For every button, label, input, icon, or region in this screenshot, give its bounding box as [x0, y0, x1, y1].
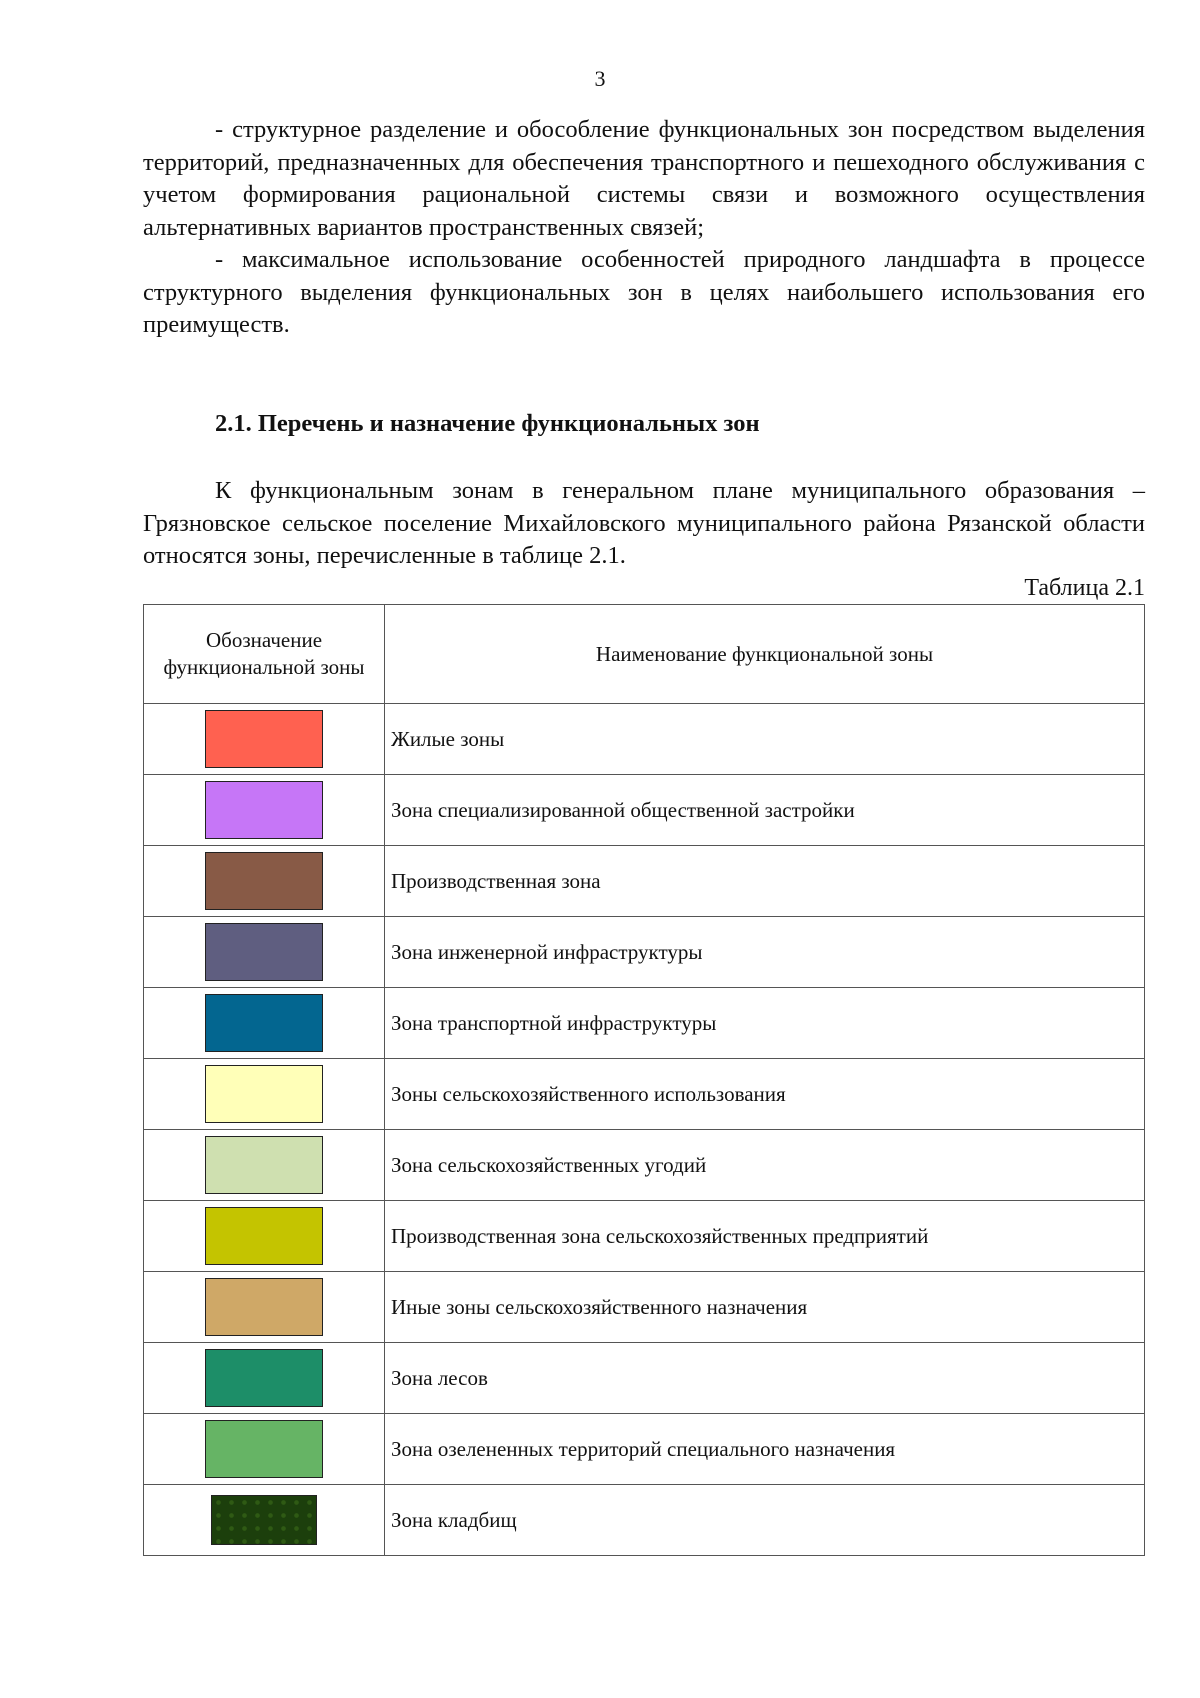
intro-paragraph-block	[143, 475, 1145, 573]
zone-color-swatch	[205, 1349, 323, 1407]
section-heading: 2.1. Перечень и назначение функциональных зон	[215, 410, 760, 437]
zone-name: Производственная зона сельскохозяйственных предприятий	[385, 1201, 1145, 1272]
zone-symbol-cell	[144, 1343, 385, 1414]
zone-symbol-cell	[144, 846, 385, 917]
zone-name: Иные зоны сельскохозяйственного назначения	[385, 1272, 1145, 1343]
zone-symbol-cell	[144, 917, 385, 988]
table-row	[144, 1059, 1145, 1130]
table-row	[144, 704, 1145, 775]
table-header-row	[144, 605, 1145, 704]
zone-color-swatch	[205, 710, 323, 768]
zone-color-swatch	[211, 1495, 317, 1545]
zone-symbol-cell	[144, 1059, 385, 1130]
zone-name: Зона специализированной общественной застройки	[385, 775, 1145, 846]
zone-color-swatch	[205, 994, 323, 1052]
table-row	[144, 988, 1145, 1059]
table-row	[144, 1414, 1145, 1485]
zone-symbol-cell	[144, 1130, 385, 1201]
table-row	[144, 1485, 1145, 1556]
table-body	[144, 704, 1145, 1556]
zone-symbol-cell	[144, 704, 385, 775]
zone-color-swatch	[205, 1065, 323, 1123]
zone-color-swatch	[205, 1136, 323, 1194]
paragraph: - максимальное использование особенностей природного ландшафта в процессе структурного выделения функциональных зон в целях наибольшего использования его преимуществ.	[143, 246, 1145, 338]
zone-symbol-cell	[144, 1201, 385, 1272]
zone-color-swatch	[205, 923, 323, 981]
zone-symbol-cell	[144, 988, 385, 1059]
zone-name: Зона сельскохозяйственных угодий	[385, 1130, 1145, 1201]
zone-name: Зона транспортной инфраструктуры	[385, 988, 1145, 1059]
page-number: 3	[594, 66, 606, 91]
zone-color-swatch	[205, 1278, 323, 1336]
zone-name: Зона инженерной инфраструктуры	[385, 917, 1145, 988]
body-paragraphs	[143, 114, 1145, 342]
table-row	[144, 775, 1145, 846]
table-row	[144, 1272, 1145, 1343]
zone-symbol-cell	[144, 775, 385, 846]
zone-color-swatch	[205, 1420, 323, 1478]
table-row	[144, 1343, 1145, 1414]
zone-symbol-cell	[144, 1485, 385, 1556]
zone-color-swatch	[205, 1207, 323, 1265]
table-row	[144, 1130, 1145, 1201]
header-symbol: Обозначение функциональной зоны	[144, 605, 385, 704]
zone-name: Производственная зона	[385, 846, 1145, 917]
table-row	[144, 917, 1145, 988]
table-row	[144, 846, 1145, 917]
zone-name: Зона кладбищ	[385, 1485, 1145, 1556]
header-name: Наименование функциональной зоны	[385, 605, 1145, 704]
table-caption: Таблица 2.1	[1024, 575, 1145, 601]
paragraph: - структурное разделение и обособление функциональных зон посредством выделения территорий, предназначенных для обеспечения транспортного и пешеходного обслуживания с учетом формирования рациональной системы связи и возможного осуществления альтернативных вариантов пространственных связей;	[143, 116, 1145, 241]
zone-symbol-cell	[144, 1414, 385, 1485]
intro-paragraph: К функциональным зонам в генеральном плане муниципального образования – Грязновское сельское поселение Михайловского муниципального района Рязанской области относятся зоны, перечисленные в таблице 2.1.	[143, 477, 1145, 569]
zone-name: Жилые зоны	[385, 704, 1145, 775]
zone-color-swatch	[205, 852, 323, 910]
zone-color-swatch	[205, 781, 323, 839]
zone-name: Зона озелененных территорий специального назначения	[385, 1414, 1145, 1485]
zone-symbol-cell	[144, 1272, 385, 1343]
functional-zones-table	[143, 604, 1145, 1556]
zone-name: Зона лесов	[385, 1343, 1145, 1414]
zone-name: Зоны сельскохозяйственного использования	[385, 1059, 1145, 1130]
table-row	[144, 1201, 1145, 1272]
